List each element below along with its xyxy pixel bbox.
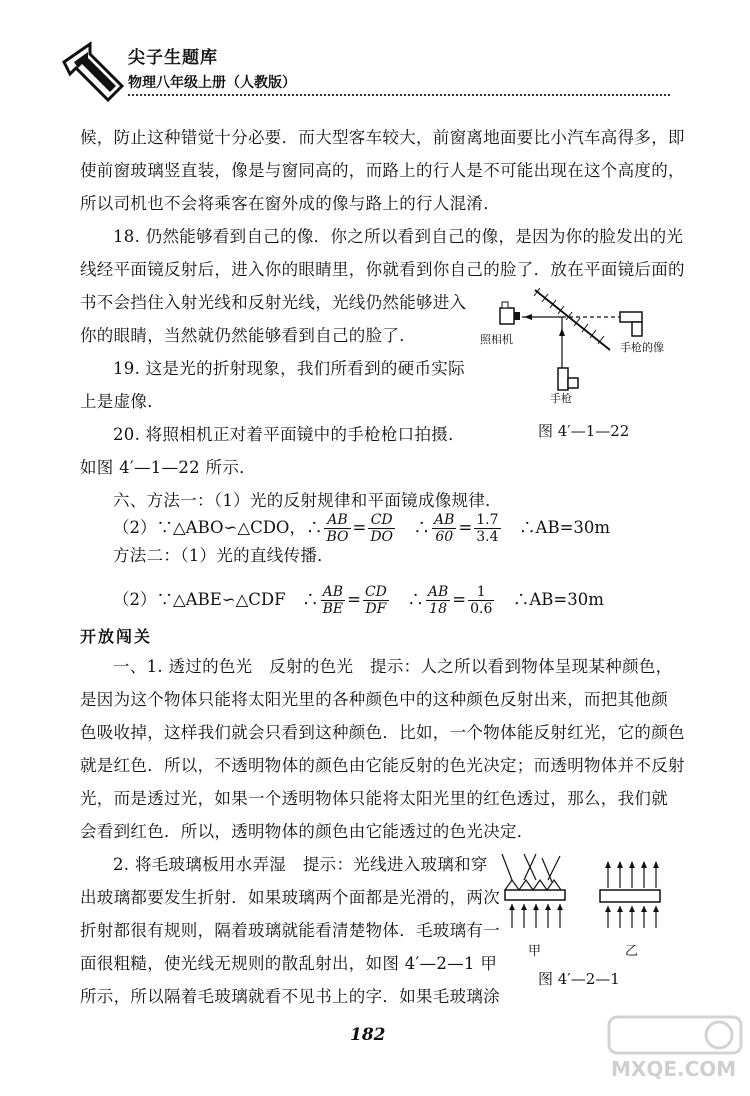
text-line: 六、方法一：（1）光的反射规律和平面镜成像规律． [113, 491, 502, 510]
text-line: 色吸收掉，这样我们就会只看到这种颜色．比如，一个物体能反射红光，它的颜色 [80, 723, 685, 742]
equation-line-1: （2）∵△ABO∽△CDO，∴ $\frac{AB}{BO}$ = $\frac{CD}{DO}$ ∴ $\frac{AB}{60}$ = $\frac{1.7}{3.4}$ ∴AB=30m [113, 512, 611, 545]
text-line: 如图 4′—1—22 所示． [80, 458, 256, 477]
text-line: 光，而是透过光，如果一个透明物体只能将太阳光里的红色透过，那么，我们就 [80, 789, 668, 808]
book-title: 尖子生题库 [128, 48, 218, 68]
text-line: 线经平面镜反射后，进入你的眼睛里，你就看到你自己的脸了．放在平面镜后面的 [80, 260, 685, 279]
smooth-glass-icon [600, 861, 660, 928]
glass-refraction-figure [500, 848, 680, 938]
equation-line-2: （2）∵△ABE∽△CDF ∴ $\frac{AB}{BE}$ = $\frac{CD}{DF}$ ∴ $\frac{AB}{18}$ = $\frac{1}{0.6}$ ∴AB=30m [113, 584, 604, 617]
text-line: 所示，所以隔着毛玻璃就看不见书上的字．如果毛玻璃涂 [80, 987, 500, 1006]
equation-text: （2）∵△ABE∽△CDF ∴ [113, 590, 319, 609]
camera-icon [500, 302, 520, 324]
text-line: 所以司机也不会将乘客在窗外成的像与路上的行人混淆． [80, 194, 500, 213]
text-line: 18. 仍然能够看到自己的像．你之所以看到自己的像，是因为你的脸发出的光 [113, 227, 684, 246]
text-line: 候，防止这种错觉十分必要．而大型客车较大，前窗离地面要比小汽车高得多，即 [80, 128, 685, 147]
figure-caption-2: 图 4′—2—1 [538, 970, 620, 988]
text-line: 上是虚像． [80, 392, 164, 411]
text-line: 19. 这是光的折射现象，我们所看到的硬币实际 [113, 359, 465, 378]
text-line: 会看到红色．所以，透明物体的颜色由它能透过的色光决定． [80, 822, 534, 841]
book-subtitle: 物理八年级上册（人教版） [128, 75, 296, 91]
section-heading: 开放闯关 [80, 627, 153, 646]
text-line: 使前窗玻璃竖直装，像是与窗同高的，而路上的行人是不可能出现在这个高度的， [80, 161, 685, 180]
fraction: $\frac{AB}{18}$ [427, 584, 449, 617]
fraction: $\frac{CD}{DF}$ [364, 584, 387, 617]
fraction: $\frac{CD}{DO}$ [370, 512, 394, 545]
gun-icon [558, 368, 578, 390]
watermark-text: MXQE.COM [611, 1057, 737, 1081]
text-line: 是因为这个物体只能将太阳光里的各种颜色中的这种颜色反射出来，而把其他颜 [80, 690, 668, 709]
fraction: $\frac{AB}{BO}$ [326, 512, 349, 545]
text-line: 一、1. 透过的色光 反射的色光 提示：人之所以看到物体呈现某种颜色， [113, 657, 673, 676]
rough-glass-icon [502, 854, 565, 928]
arrow-logo-icon [60, 40, 130, 110]
label-jia: 甲 [528, 944, 542, 959]
fraction: $\frac{1}{0.6}$ [470, 584, 493, 617]
figure-caption-1: 图 4′—1—22 [538, 422, 630, 440]
page-number: 182 [350, 1025, 386, 1045]
text-line: 就是红色．所以，不透明物体的颜色由它能反射的色光决定；而透明物体并不反射 [80, 756, 685, 775]
text-line: 2. 将毛玻璃板用水弄湿 提示：光线进入玻璃和穿 [113, 855, 488, 874]
fraction: $\frac{AB}{60}$ [434, 512, 455, 545]
text-line: 你的眼睛，当然就仍然能够看到自己的脸了． [80, 326, 416, 345]
text-line: 折射都很有规则，隔着玻璃就能看清楚物体．毛玻璃有一 [80, 921, 500, 940]
equation-text: （2）∵△ABO∽△CDO，∴ [113, 518, 323, 537]
gun-image-icon [620, 312, 642, 336]
text-line: 20. 将照相机正对着平面镜中的手枪枪口拍摄． [113, 425, 465, 444]
label-gun-image: 手枪的像 [620, 341, 664, 354]
fraction: $\frac{1.7}{3.4}$ [476, 512, 499, 545]
text-line: 方法二：（1）光的直线传播． [113, 546, 334, 565]
fraction: $\frac{AB}{BE}$ [322, 584, 344, 617]
label-camera: 照相机 [480, 333, 513, 346]
text-line: 面很粗糙，使光线无规则的散乱射出，如图 4′—2—1 甲 [80, 954, 498, 973]
text-line: 书不会挡住入射光线和反射光线，光线仍然能够进入 [80, 293, 467, 312]
label-gun: 手枪 [550, 392, 572, 405]
watermark [605, 1015, 745, 1085]
text-line: 出玻璃都要发生折射．如果玻璃两个面都是光滑的，两次 [80, 888, 500, 907]
label-yi: 乙 [625, 944, 639, 959]
header-divider [128, 94, 670, 96]
page-header [0, 0, 750, 110]
